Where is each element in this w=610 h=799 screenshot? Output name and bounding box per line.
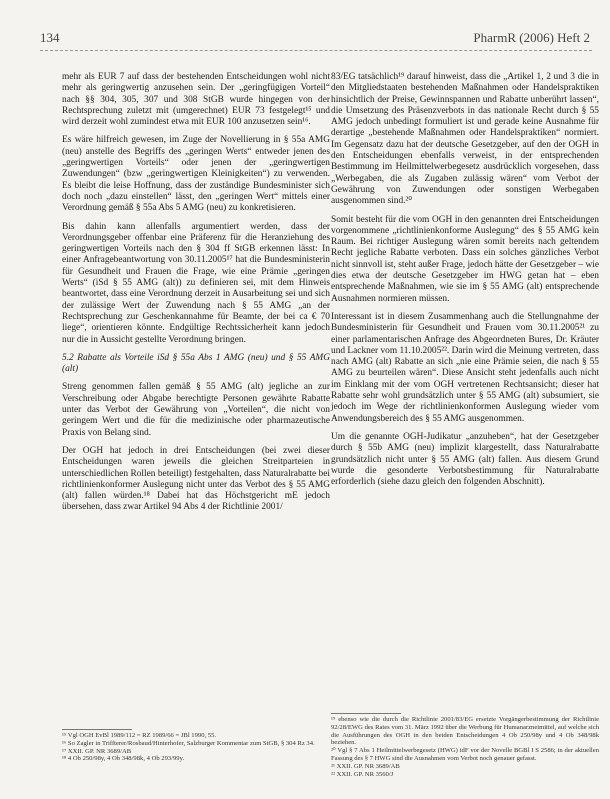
right-paragraph-2: Somit besteht für die vom OGH in den genannten drei Entscheidungen vorgenommene „richtlinienkonforme Auslegung“ des § 55 AMG kein Raum. Bei richtiger Auslegung wären somit bereits nach geltendem Recht jegliche Rabatte verboten. Dass ein solches gänzliches Verbot nicht sinnvoll ist, steht außer Frage, jedoch hätte der Gesetzgeber – wie dies etwa der deutsche Gesetzgeber im HWG getan hat – eben entsprechende Maßnahmen, wie sie im § 55 AMG (alt) entsprechende Ausnahmen normieren müssen.: [331, 214, 599, 304]
right-paragraph-3: Interessant ist in diesem Zusammenhang auch die Stellungnahme der Bundesministerin für Gesundheit und Frauen vom 30.11.2005²¹ zu einer parlamentarischen Anfrage des Abgeordneten Bures, Dr. Kräuter und Lackner vom 11.10.2005²². Darin wird die Meinung vertreten, dass nach AMG (alt) Rabatte an sich „nie eine Prämie seien, die nach § 55 AMG zu beurteilen wären“. Diese Ansicht steht jedenfalls auch nicht im Einklang mit der vom OGH vertretenen Rechtsansicht; dieser hat Rabatte sehr wohl grundsätzlich unter § 55 AMG (alt) subsumiert, sie jedoch im Wege der richtlinienkonformen Auslegung wieder vom Anwendungsbereich des § 55 AMG ausgenommen.: [331, 311, 599, 424]
footnote-18: ¹⁸ 4 Ob 250/98y, 4 Ob 348/98k, 4 Ob 293/99y.: [62, 755, 185, 763]
journal-title: PharmR (2006) Heft 2: [473, 30, 590, 45]
footnote-16: ¹⁶ So Zagler in Triffterer/Rosbaud/Hinterhofer, Salzburger Kommentar zum StGB, § 304 Rz 34.: [62, 739, 315, 747]
right-footnotes: [331, 716, 599, 778]
left-paragraph-1: mehr als EUR 7 auf dass der bestehenden Entscheidungen wohl nicht mehr als geringwertig anzusehen sein. Der „geringfügigen Vorteil“ nach §§ 304, 305, 307 und 308 StGB wurde hingegen von der Rechtsprechung zuletzt mit (umgerechnet) EUR 73 festgelegt¹⁵ und wird derzeit wohl zumindest etwa mit EUR 100 anzusetzen sein¹⁶.: [62, 72, 330, 128]
header-rule: [40, 50, 592, 51]
left-footnotes: [62, 732, 330, 763]
left-paragraph-4: Streng genommen fallen gemäß § 55 AMG (alt) jegliche an zur Verschreibung oder Abgabe berechtigte Personen gewährte Rabatte unter das Verbot der Gewährung von „Vorteilen“, die nicht von geringem Wert und die für die medizinische oder pharmazeutische Praxis von Belang sind.: [62, 382, 330, 438]
right-column: [331, 72, 599, 495]
page-header: [40, 30, 590, 50]
left-footnote-rule: [62, 729, 132, 730]
left-column: [62, 72, 330, 521]
footnote-20: ²⁰ Vgl § 7 Abs 1 Heilmittelwerbegesetz (HWG) idF vor der Novelle BGBl I S 2586; in der aktuellen Fassung des § 7 HWG sind die Ausnahmen vom Verbot noch genauer gefasst.: [331, 747, 599, 762]
footnote-22: ²² XXII. GP. NR 3560/J: [331, 770, 394, 778]
left-paragraph-2: Es wäre hilfreich gewesen, im Zuge der Novellierung in § 55a AMG (neu) anstelle des Begriffs des „geringen Werts“ entweder jenen des „geringwertigen Vorteils“ oder jenen der „geringwertigen Zuwendungen“ (bzw „geringwertigen Kleinigkeiten“) zu verwenden. Es bleibt die leise Hoffnung, dass der zuständige Bundesminister sich doch noch „dazu einstellen“ lässt, den „geringen Wert“ mittels einer Verordnung gemäß § 55a Abs 5 AMG (neu) zu konkretisieren.: [62, 135, 330, 214]
footnote-19: ¹⁹ ebenso wie die durch die Richtlinie 2001/83/EG ersetzte Vorgängerbestimmung der Richtlinie 92/28/EWG des Rates vom 31. März 1992 über die Werbung für Humanarzneimittel, auf welche sich die Ausführungen des OGH in den beiden Entscheidungen 4 Ob 250/98y und 4 Ob 348/98k beziehen.: [331, 716, 599, 747]
footnote-15: ¹⁵ Vgl OGH EvBl 1989/112 = RZ 1989/66 = JBl 1990, 55.: [62, 732, 217, 739]
left-paragraph-3: Bis dahin kann allenfalls argumentiert werden, dass der Verordnungsgeber offenbar eine Präferenz für die Heranziehung des geringwertigen Vorteils nach den § 304 ff StGB erkennen lässt: In einer Anfragebeantwortung von 30.11.2005¹⁷ hat die Bundesministerin für Gesundheit und Frauen die Frage, wie eine Prämie „geringen Werts“ (iSd § 55 AMG (alt)) zu definieren sei, mit dem Hinweis beantwortet, dass eine Verordnung derzeit in Ausarbeitung sei und sich der zulässige Wert der Zuwendung nach § 55 AMG „an der Rechtsprechung zur Geschenkannahme für Beamte, der bei ca € 70 liege“, orientieren könnte. Endgültige Rechtssicherheit kann jedoch nur die in Aussicht gestellte Verordnung bringen.: [62, 221, 330, 345]
footnote-17: ¹⁷ XXII. GP. NR 3689/AB: [62, 747, 132, 755]
footnote-21: ²¹ XXII. GP. NR 3689/AB: [331, 762, 400, 770]
right-footnote-rule: [331, 713, 401, 714]
right-paragraph-4: Um die genannte OGH-Judikatur „anzuheben“, hat der Gesetzgeber durch § 55b AMG (neu) implizit klargestellt, dass Naturalrabatte grundsätzlich nicht unter § 55 AMG (alt) fallen. Aus diesem Grund wurde die gesonderte Verbotsbestimmung für Naturalrabatte erforderlich (siehe dazu gleich den folgenden Abschnitt).: [331, 431, 599, 488]
section-heading: 5.2 Rabatte als Vorteile iSd § 55a Abs 1 AMG (neu) und § 55 AMG (alt): [62, 352, 330, 375]
right-paragraph-1: 83/EG tatsächlich¹⁹ darauf hinweist, dass die „Artikel 1, 2 und 3 die in den Mitgliedstaaten bestehenden Maßnahmen oder Handelspraktiken hinsichtlich der Preise, Gewinnspannen und Rabatte unberührt lassen“, die Umsetzung des Präsenzverbots in das nationale Recht durch § 55 AMG jedoch unbedingt formuliert ist und gerade keine Ausnahme für derartige „bestehende Maßnahmen oder Handelspraktiken“ normiert. Im Gegensatz dazu hat der deutsche Gesetzgeber, auf den der OGH in den Entscheidungen ebenfalls verweist, in der entsprechenden Bestimmung im Heilmittelwerbegesetz ausdrücklich vorgesehen, dass „Werbegaben, die als Zugaben zulässig wären“ vom Verbot der Gewährung von Zuwendungen oder sonstigen Werbegaben ausgenommen sind.²⁰: [331, 72, 599, 207]
page-number: 134: [40, 30, 60, 45]
left-paragraph-5: Der OGH hat jedoch in drei Entscheidungen (bei zwei dieser Entscheidungen waren jeweils die gleichen Streitparteien in unterschiedlichen Rollen beteiligt) festgehalten, dass Naturalrabatte bei richtlinienkonformer Auslegung nicht unter das Verbot des § 55 AMG (alt) fallen würden.¹⁸ Dabei hat das Höchstgericht mE jedoch übersehen, dass zwar Artikel 94 Abs 4 der Richtlinie 2001/: [62, 445, 330, 513]
